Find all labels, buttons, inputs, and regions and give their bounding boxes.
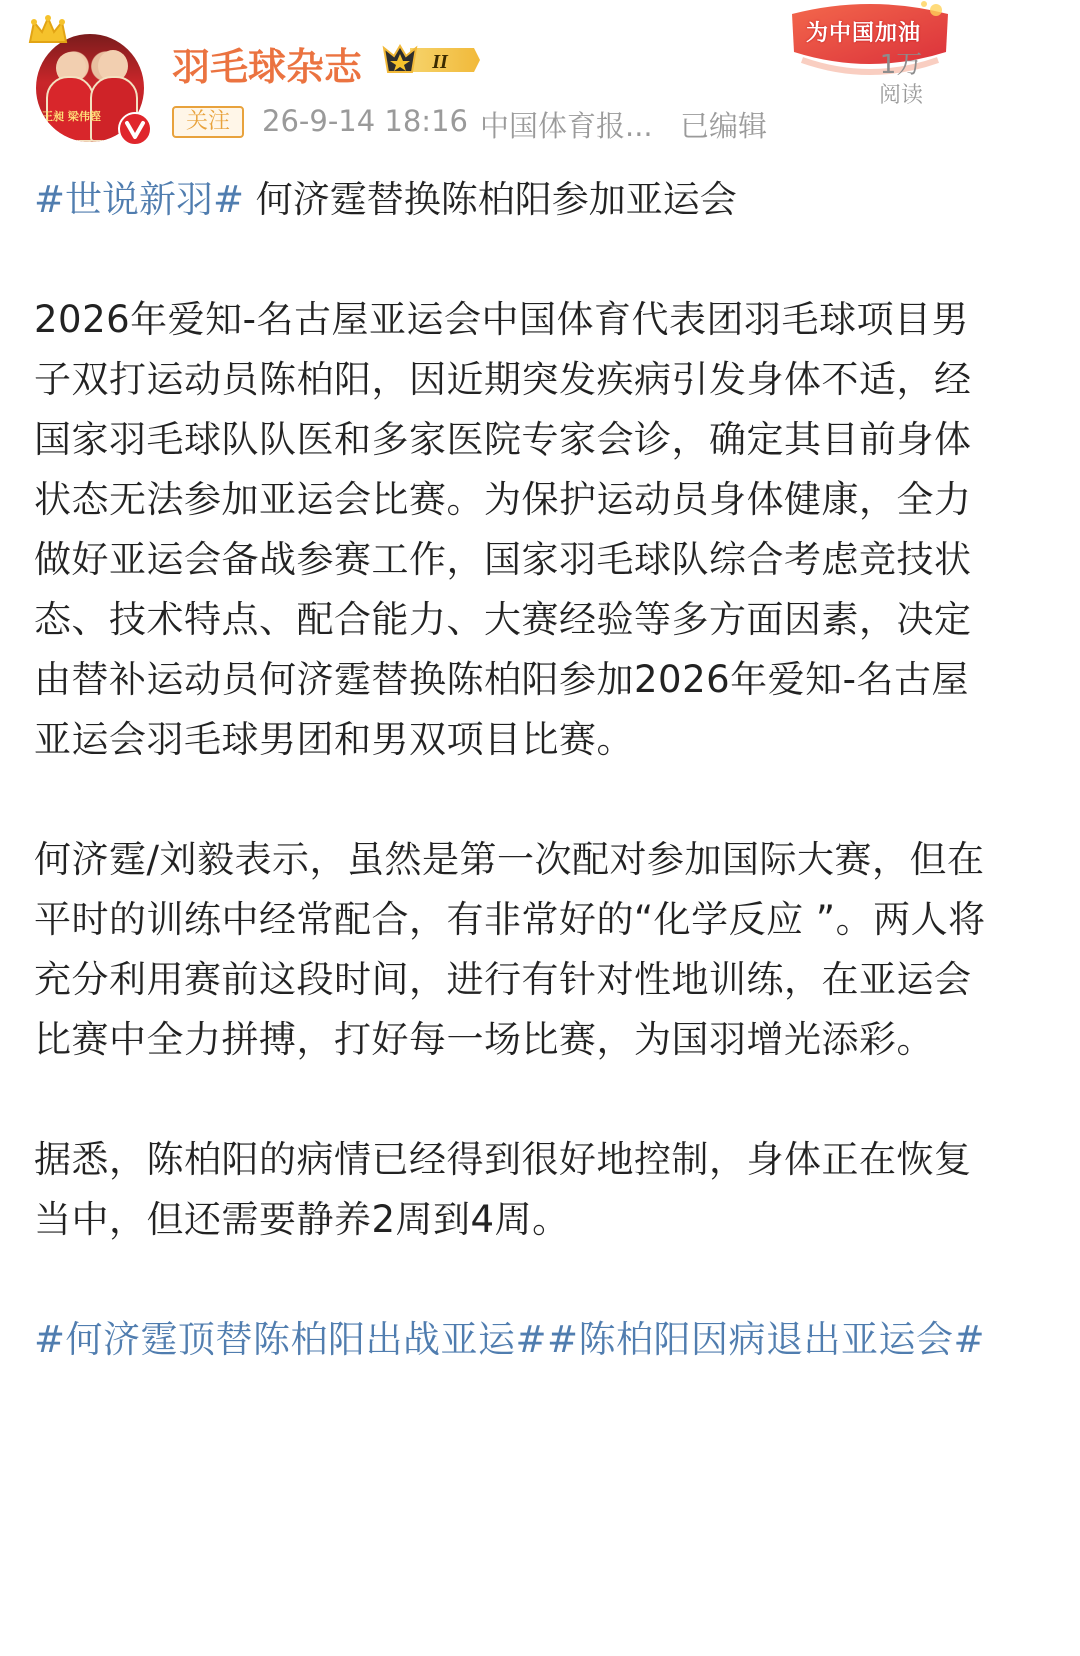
paragraph-gap (34, 230, 992, 290)
post-source[interactable]: 中国体育报... (480, 109, 653, 143)
level-badge-text: II (432, 51, 448, 73)
hashtag-link[interactable]: #陈柏阳因病退出亚运会# (547, 1318, 986, 1361)
post-title-line (34, 170, 992, 230)
post-timestamp: 26-9-14 18:16 (262, 104, 468, 138)
post-paragraph: 据悉，陈柏阳的病情已经得到很好地控制，身体正在恢复当中，但还需要静养2周到4周。 (34, 1138, 972, 1241)
promo-banner[interactable] (786, 0, 954, 86)
post-header (0, 0, 1080, 160)
post-paragraph: 2026年爱知-名古屋亚运会中国体育代表团羽毛球项目男子双打运动员陈柏阳，因近期突发疾病引发身体不适，经国家羽毛球队队医和多家医院专家会诊，确定其目前身体状态无法参加亚运会比赛。为保护运动员身体健康，全力做好亚运会备战参赛工作，国家羽毛球队综合考虑竞技状态、技术特点、配合能力、大赛经验等多方面因素，决定由替补运动员何济霆替换陈柏阳参加2026年爱知-名古屋亚运会羽毛球男团和男双项目比赛。 (34, 298, 972, 761)
avatar-caption: 王昶 梁伟铿 (42, 110, 101, 123)
avatar-container[interactable] (26, 14, 156, 144)
post-title: 何济霆替换陈柏阳参加亚运会 (244, 178, 737, 221)
hashtag-link[interactable]: #世说新羽# (34, 178, 245, 221)
paragraph-gap (34, 1250, 992, 1310)
verified-icon (118, 112, 152, 146)
read-count: 1万 (879, 50, 923, 80)
edited-label[interactable]: 已编辑 (680, 109, 768, 143)
footer-hashtags (34, 1310, 992, 1370)
hashtag-link[interactable]: #何济霆顶替陈柏阳出战亚运# (34, 1318, 548, 1361)
read-label: 阅读 (878, 83, 923, 108)
crown-icon (26, 14, 70, 48)
follow-button[interactable]: 关注 (172, 106, 244, 138)
paragraph-gap (34, 770, 992, 830)
level-badge-icon[interactable] (380, 42, 482, 78)
promo-text: 为中国加油 (806, 21, 922, 46)
post-content (34, 170, 992, 1370)
username[interactable]: 羽毛球杂志 (172, 45, 363, 89)
paragraph-gap (34, 1070, 992, 1130)
post-paragraph: 何济霆/刘毅表示，虽然是第一次配对参加国际大赛，但在平时的训练中经常配合，有非常好的“化学反应 ”。两人将充分利用赛前这段时间，进行有针对性地训练，在亚运会比赛中全力拼搏，打好每一场比赛，为国羽增光添彩。 (34, 838, 986, 1061)
